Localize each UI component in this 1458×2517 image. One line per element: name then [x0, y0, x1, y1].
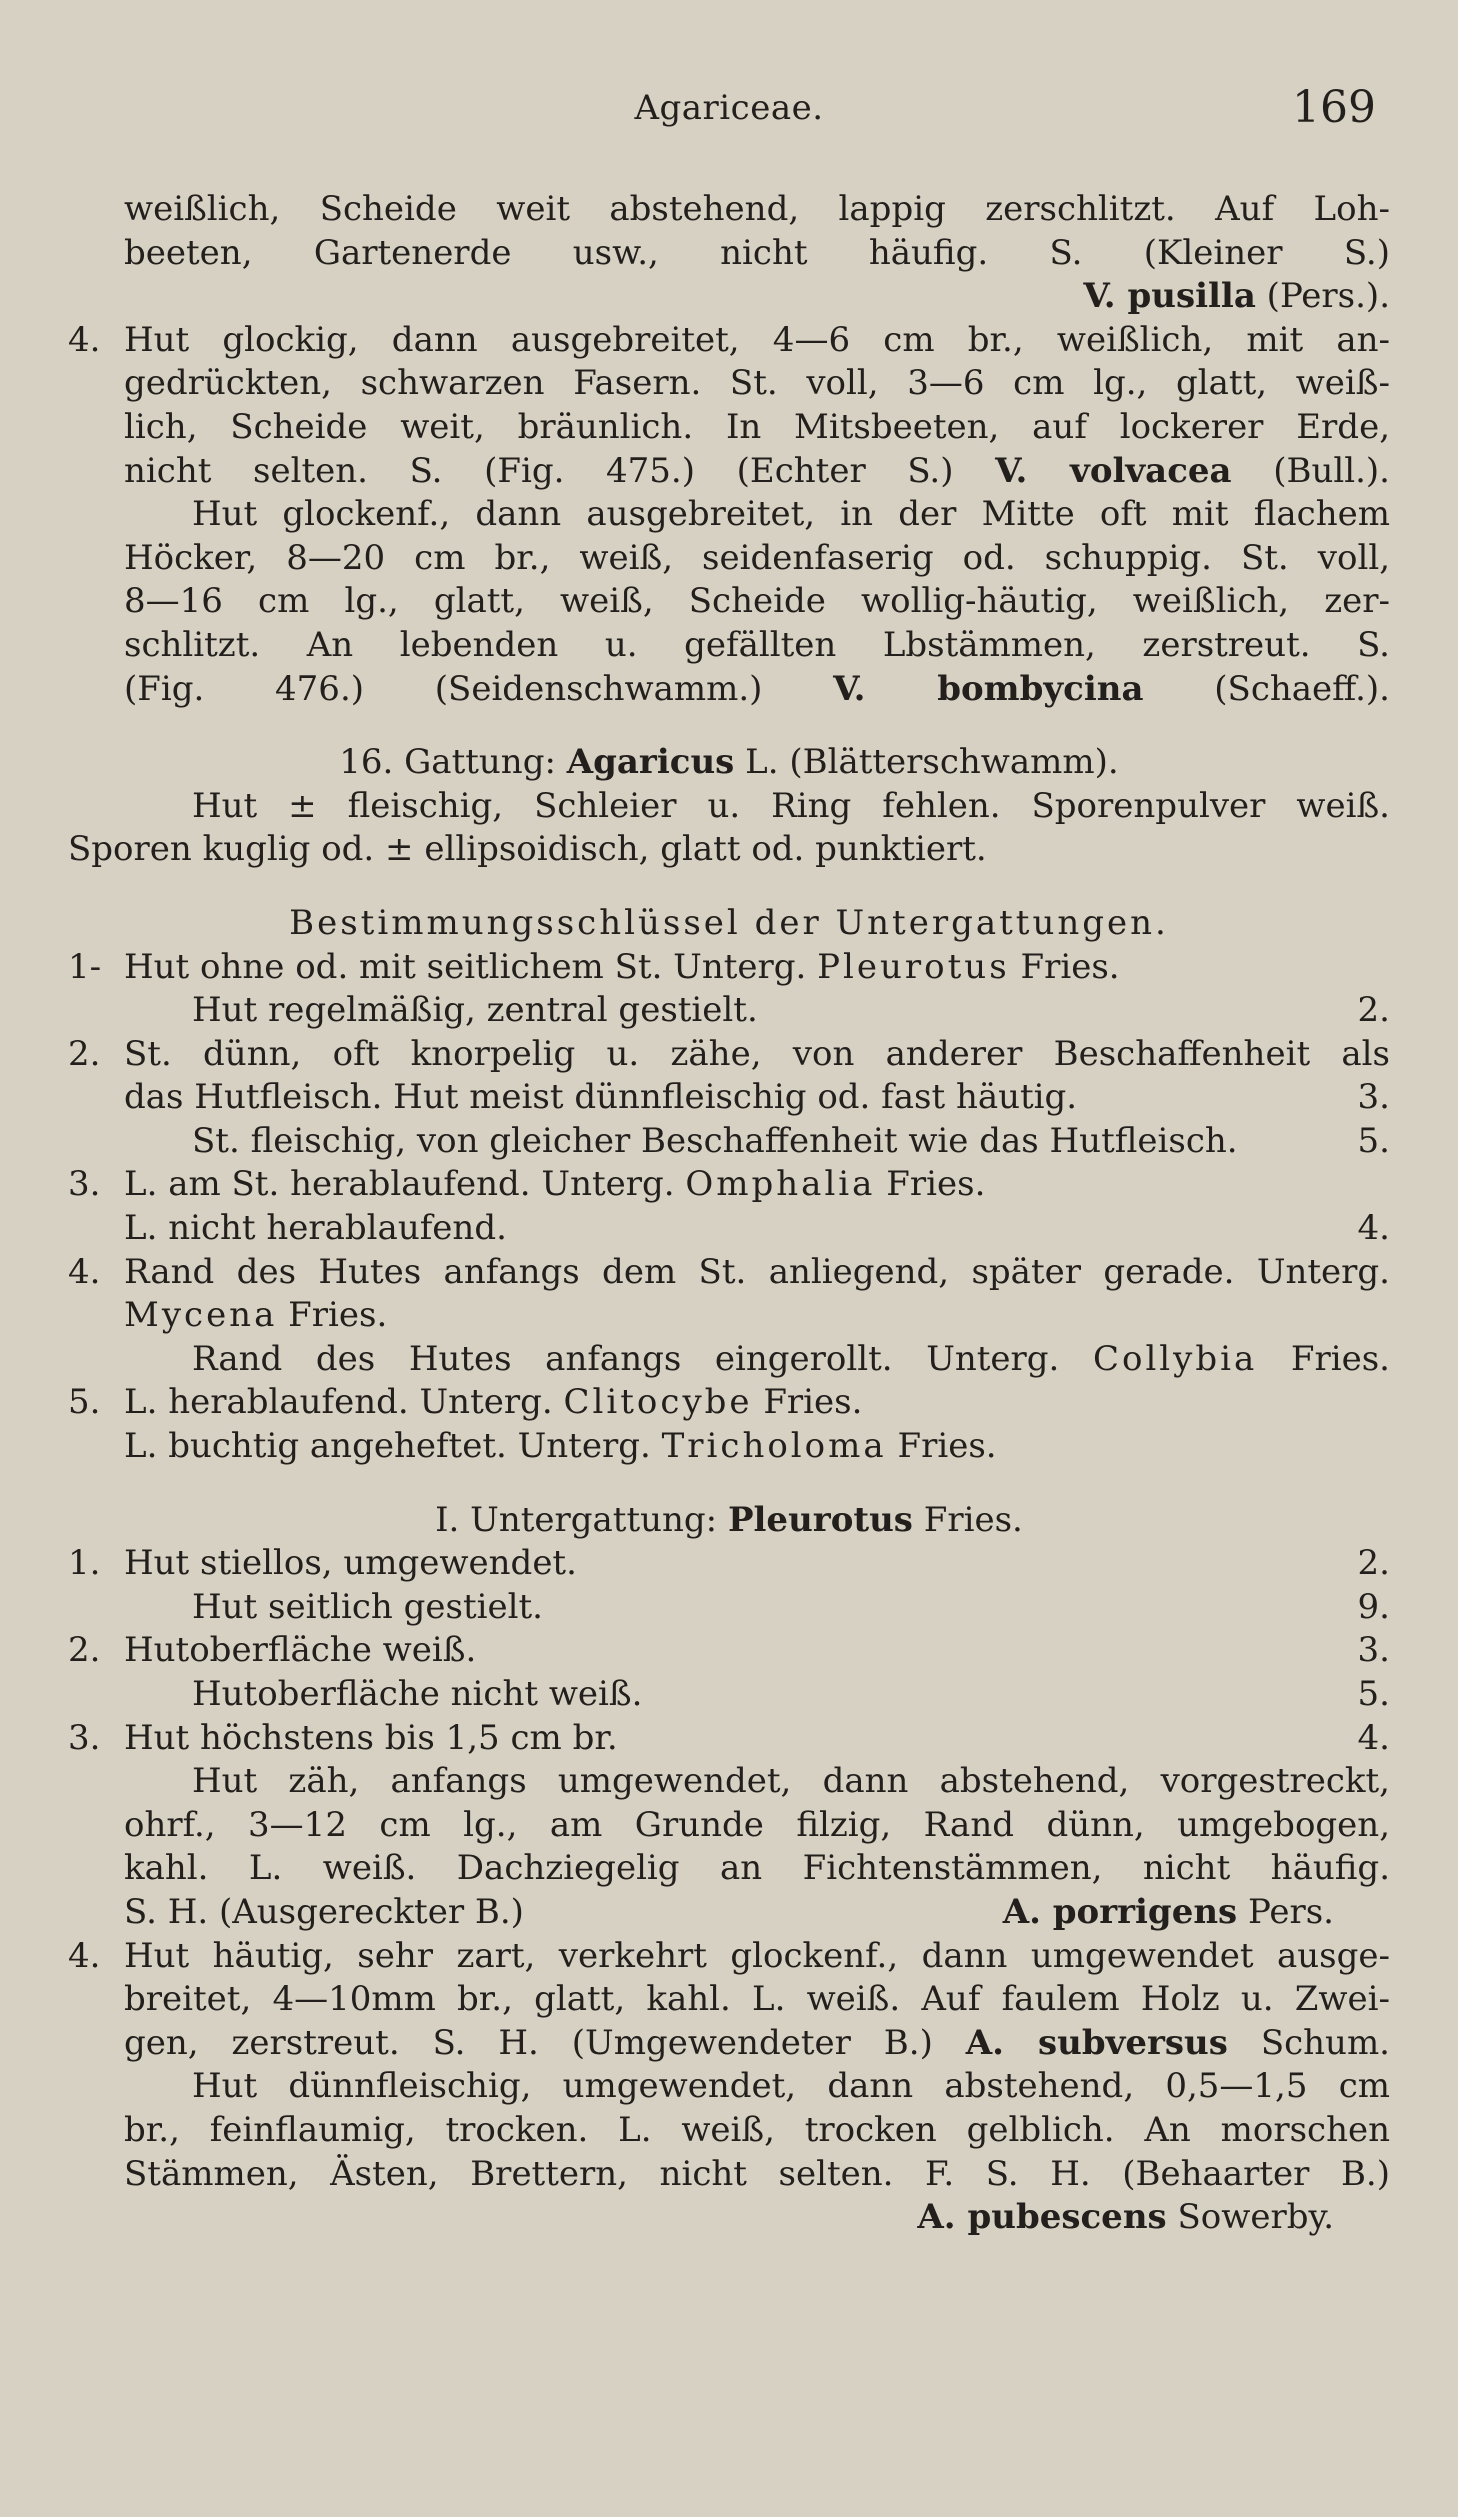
line-text: breitet, 4—10mm br., glatt, kahl. L. weiß. Auf faulem Holz u. Zwei-	[124, 1979, 1390, 2020]
text-line	[68, 1629, 1390, 1673]
text-segment: Mycena	[124, 1295, 278, 1336]
text-line	[68, 1499, 1390, 1543]
key-reference: 3.	[1357, 1077, 1390, 1118]
line-text: Hut dünnfleischig, umgewendet, dann abstehend, 0,5—1,5 cm	[192, 2066, 1390, 2107]
species-name: V. bombycina	[833, 668, 1144, 709]
species-name: A. pubescens	[917, 2197, 1167, 2238]
text-line	[68, 1033, 1390, 1077]
text-segment: Sowerby.	[1166, 2197, 1334, 2238]
text-line	[68, 1381, 1390, 1425]
key-number: 4.	[68, 1935, 101, 1976]
text-segment: Pers.	[1237, 1891, 1334, 1932]
key-reference: 2.	[1357, 1543, 1390, 1584]
text-line	[68, 1120, 1390, 1164]
species-name: Agaricus	[566, 742, 735, 783]
text-segment: nicht selten. S. (Fig. 475.) (Echter S.)	[124, 450, 996, 491]
line-text: Hut ± fleischig, Schleier u. Ring fehlen. Sporenpulver weiß.	[192, 785, 1390, 826]
text-line	[68, 2109, 1390, 2153]
text-line	[68, 1586, 1390, 1630]
text-segment: Fries.	[912, 1499, 1023, 1540]
line-text: Hut zäh, anfangs umgewendet, dann abstehend, vorgestreckt,	[192, 1761, 1390, 1802]
text-line	[68, 232, 1390, 276]
key-reference: 4.	[1357, 1717, 1390, 1758]
text-line	[68, 1425, 1390, 1469]
text-line	[68, 537, 1390, 581]
line-text: schlitzt. An lebenden u. gefällten Lbstämmen, zerstreut. S.	[124, 624, 1390, 665]
text-segment: (Fig. 476.) (Seidenschwamm.)	[124, 668, 834, 709]
text-segment: Fries.	[752, 1382, 863, 1423]
line-text: beeten, Gartenerde usw., nicht häufig. S. (Kleiner S.)	[124, 232, 1390, 273]
line-text: Sporen kuglig od. ± ellipsoidisch, glatt od. punktiert.	[68, 829, 987, 870]
section-gap	[68, 711, 1390, 741]
text-line	[68, 1338, 1390, 1382]
species-name: V. volvacea	[995, 450, 1232, 491]
text-line	[68, 2065, 1390, 2109]
line-text: br., feinflaumig, trocken. L. weiß, trocken gelblich. An morschen	[124, 2109, 1390, 2150]
species-entry	[917, 2196, 1334, 2240]
key-reference: 3.	[1357, 1630, 1390, 1671]
text-segment: Omphalia	[685, 1164, 876, 1205]
line-text: L. nicht herablaufend.	[124, 1208, 507, 1249]
text-segment: (Bull.).	[1231, 450, 1390, 491]
text-line	[68, 1207, 1390, 1251]
key-number: 5.	[68, 1382, 101, 1423]
line-text: Hutoberfläche weiß.	[124, 1630, 477, 1671]
line-text: Hutoberfläche nicht weiß.	[192, 1674, 643, 1714]
text-line	[68, 1804, 1390, 1848]
line-text: Hut seitlich gestielt.	[192, 1586, 543, 1627]
key-number: 2.	[68, 1033, 101, 1074]
running-header: Agariceae.	[634, 88, 824, 128]
text-line	[68, 450, 1390, 494]
line-text: 8—16 cm lg., glatt, weiß, Scheide wollig-häutig, weißlich, zer-	[124, 581, 1390, 622]
text-line	[68, 1717, 1390, 1761]
text-line	[68, 362, 1390, 406]
text-line	[68, 580, 1390, 624]
key-number: 1-	[68, 946, 102, 987]
species-name: A. porrigens	[1002, 1891, 1238, 1932]
text-segment: Fries.	[1257, 1338, 1390, 1379]
text-line	[68, 1978, 1390, 2022]
text-line	[68, 946, 1390, 990]
text-line	[68, 406, 1390, 450]
line-text: Rand des Hutes anfangs dem St. anliegend, später gerade. Unterg.	[124, 1251, 1390, 1292]
line-text: gedrückten, schwarzen Fasern. St. voll, 3—6 cm lg., glatt, weiß-	[124, 363, 1390, 404]
key-number: 2.	[68, 1630, 101, 1671]
text-segment: Fries.	[277, 1295, 388, 1336]
text-segment: Schum.	[1227, 2022, 1390, 2063]
text-line	[68, 2153, 1390, 2197]
key-reference: 9.	[1357, 1586, 1390, 1627]
line-text: S. H. (Ausgereckter B.)	[124, 1891, 524, 1932]
text-line	[68, 493, 1390, 537]
line-text: Hut höchstens bis 1,5 cm br.	[124, 1717, 618, 1758]
line-text: Hut glockenf., dann ausgebreitet, in der Mitte oft mit flachem	[192, 494, 1390, 535]
text-line	[68, 2196, 1390, 2240]
key-number: 3.	[68, 1717, 101, 1758]
line-text: Bestimmungsschlüssel der Untergattungen.	[289, 902, 1169, 943]
text-segment: Fries.	[886, 1426, 997, 1467]
body-text	[68, 188, 1390, 2240]
key-reference: 4.	[1357, 1208, 1390, 1249]
line-text: Hut glockig, dann ausgebreitet, 4—6 cm br., weißlich, mit an-	[124, 319, 1390, 360]
species-entry	[1003, 1891, 1334, 1935]
line-text: ohrf., 3—12 cm lg., am Grunde filzig, Rand dünn, umgebogen,	[124, 1804, 1390, 1845]
text-segment: Hut ohne od. mit seitlichem St. Unterg.	[124, 946, 818, 987]
text-line	[68, 1076, 1390, 1120]
text-line	[68, 624, 1390, 668]
text-line	[68, 741, 1390, 785]
page-number: 169	[1292, 82, 1376, 133]
line-text: Hut stiellos, umgewendet.	[124, 1543, 577, 1584]
text-segment: Fries.	[1009, 946, 1120, 987]
line-text: Stämmen, Ästen, Brettern, nicht selten. F. S. H. (Behaarter B.)	[124, 2153, 1390, 2194]
text-line	[68, 1891, 1390, 1935]
key-number: 1.	[68, 1543, 101, 1584]
text-segment: gen, zerstreut. S. H. (Umgewendeter B.)	[124, 2022, 966, 2063]
text-segment: Rand des Hutes anfangs eingerollt. Unterg.	[192, 1338, 1093, 1379]
text-segment: (Pers.).	[1255, 276, 1390, 317]
section-gap	[68, 872, 1390, 902]
line-text: weißlich, Scheide weit abstehend, lappig zerschlitzt. Auf Loh-	[124, 189, 1390, 229]
text-segment: L. buchtig angeheftet. Unterg.	[124, 1426, 662, 1467]
text-segment: L. am St. herablaufend. Unterg.	[124, 1164, 686, 1205]
text-segment: L. (Blätterschwamm).	[734, 742, 1119, 783]
key-number: 3.	[68, 1164, 101, 1205]
species-name: Pleurotus	[727, 1499, 913, 1540]
line-text: St. dünn, oft knorpelig u. zähe, von anderer Beschaffenheit als	[124, 1033, 1390, 1074]
text-segment: Clitocybe	[563, 1382, 753, 1423]
text-segment: Tricholoma	[661, 1426, 887, 1467]
text-line	[68, 1542, 1390, 1586]
species-name: A. subversus	[965, 2022, 1228, 2063]
text-segment: 16. Gattung:	[339, 742, 567, 783]
line-text: Hut regelmäßig, zentral gestielt.	[192, 990, 758, 1031]
text-line	[68, 785, 1390, 829]
text-line	[68, 1163, 1390, 1207]
key-reference: 2.	[1357, 990, 1390, 1031]
text-line	[68, 1760, 1390, 1804]
text-segment: (Schaeff.).	[1143, 668, 1390, 709]
section-gap	[68, 1469, 1390, 1499]
key-reference: 5.	[1357, 1674, 1390, 1714]
text-segment: Collybia	[1092, 1338, 1258, 1379]
line-text: Höcker, 8—20 cm br., weiß, seidenfaserig od. schuppig. St. voll,	[124, 537, 1390, 578]
text-segment: L. herablaufend. Unterg.	[124, 1382, 564, 1423]
text-line	[68, 319, 1390, 363]
text-line	[68, 2022, 1390, 2066]
text-segment: Pleurotus	[817, 946, 1010, 987]
line-text: Hut häutig, sehr zart, verkehrt glockenf., dann umgewendet ausge-	[124, 1935, 1390, 1976]
line-text: lich, Scheide weit, bräunlich. In Mitsbeeten, auf lockerer Erde,	[124, 406, 1390, 447]
text-line	[68, 1294, 1390, 1338]
text-line	[68, 1673, 1390, 1717]
key-number: 4.	[68, 319, 101, 360]
line-text: das Hutfleisch. Hut meist dünnfleischig od. fast häutig.	[124, 1077, 1078, 1118]
line-text: St. fleischig, von gleicher Beschaffenheit wie das Hutfleisch.	[192, 1120, 1238, 1161]
line-text: kahl. L. weiß. Dachziegelig an Fichtenstämmen, nicht häufig.	[124, 1848, 1390, 1889]
text-line	[68, 1251, 1390, 1295]
species-name: V. pusilla	[1083, 276, 1256, 317]
text-line	[68, 188, 1390, 232]
key-reference: 5.	[1357, 1120, 1390, 1161]
key-number: 4.	[68, 1251, 101, 1292]
text-segment: Fries.	[875, 1164, 986, 1205]
text-line	[68, 902, 1390, 946]
text-line	[68, 989, 1390, 1033]
text-line	[68, 1847, 1390, 1891]
text-line	[68, 668, 1390, 712]
text-segment: I. Untergattung:	[435, 1499, 728, 1540]
text-line	[68, 1935, 1390, 1979]
text-line	[68, 275, 1390, 319]
text-line	[68, 828, 1390, 872]
